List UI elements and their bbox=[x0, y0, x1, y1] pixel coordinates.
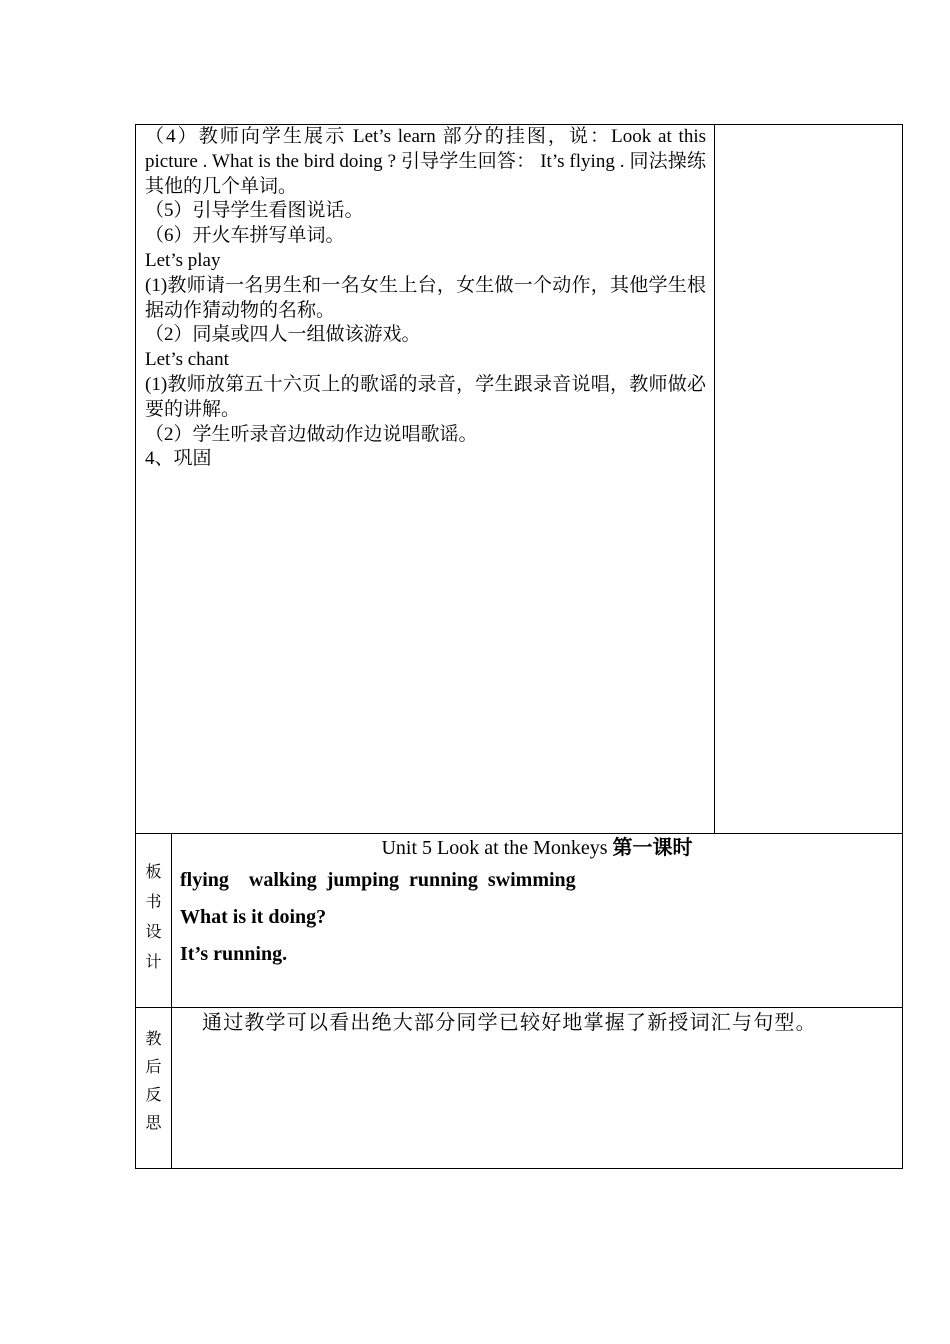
process-line: (1)教师放第五十六页上的歌谣的录音，学生跟录音说唱，教师做必要的讲解。 bbox=[145, 373, 706, 420]
reflection-cell bbox=[172, 1008, 903, 1169]
process-line: （5）引导学生看图说话。 bbox=[145, 200, 364, 222]
process-line: 4、巩固 bbox=[145, 448, 212, 470]
reflection-label bbox=[136, 1008, 172, 1169]
process-row bbox=[136, 125, 903, 834]
notes-cell bbox=[715, 125, 903, 834]
board-row bbox=[136, 834, 903, 1008]
board-label-char: 板 bbox=[145, 864, 162, 881]
board-line: What is it doing? bbox=[180, 906, 327, 928]
board-line: flying walking jumping running swimming bbox=[180, 869, 576, 891]
process-cell bbox=[136, 125, 715, 834]
board-label-char: 书 bbox=[145, 894, 162, 911]
process-line: Let’s chant bbox=[145, 349, 229, 371]
board-title-bold: 第一课时 bbox=[612, 837, 693, 859]
process-line: (1)教师请一名男生和一名女生上台，女生做一个动作，其他学生根据动作猜动物的名称。 bbox=[145, 274, 706, 321]
process-line: Let’s play bbox=[145, 249, 221, 271]
process-line: （2）同桌或四人一组做该游戏。 bbox=[145, 324, 421, 346]
reflection-label-char: 后 bbox=[145, 1059, 162, 1076]
board-title-text: Unit 5 Look at the Monkeys bbox=[381, 837, 613, 859]
board-line: It’s running. bbox=[180, 943, 288, 965]
board-title bbox=[180, 834, 894, 862]
reflection-label-char: 教 bbox=[145, 1031, 162, 1048]
board-cell bbox=[172, 834, 903, 1008]
reflection-row bbox=[136, 1008, 903, 1169]
process-line: （2）学生听录音边做动作边说唱歌谣。 bbox=[145, 423, 478, 445]
reflection-text: 通过教学可以看出绝大部分同学已较好地掌握了新授词汇与句型。 bbox=[202, 1012, 817, 1034]
board-label bbox=[136, 834, 172, 1008]
lesson-plan-table bbox=[135, 124, 903, 1169]
board-label-char: 设 bbox=[145, 924, 162, 941]
reflection-label-char: 思 bbox=[145, 1115, 162, 1132]
process-text bbox=[145, 125, 706, 472]
process-line: （6）开火车拼写单词。 bbox=[145, 225, 345, 247]
process-line: （4）教师向学生展示 Let’s learn 部分的挂图，说：Look at this picture . What is the bird doing ? 引导学生回答： It’s flying . 同法操练其他的几个单词。 bbox=[145, 126, 706, 197]
reflection-label-char: 反 bbox=[145, 1087, 162, 1104]
board-label-char: 计 bbox=[145, 954, 162, 971]
